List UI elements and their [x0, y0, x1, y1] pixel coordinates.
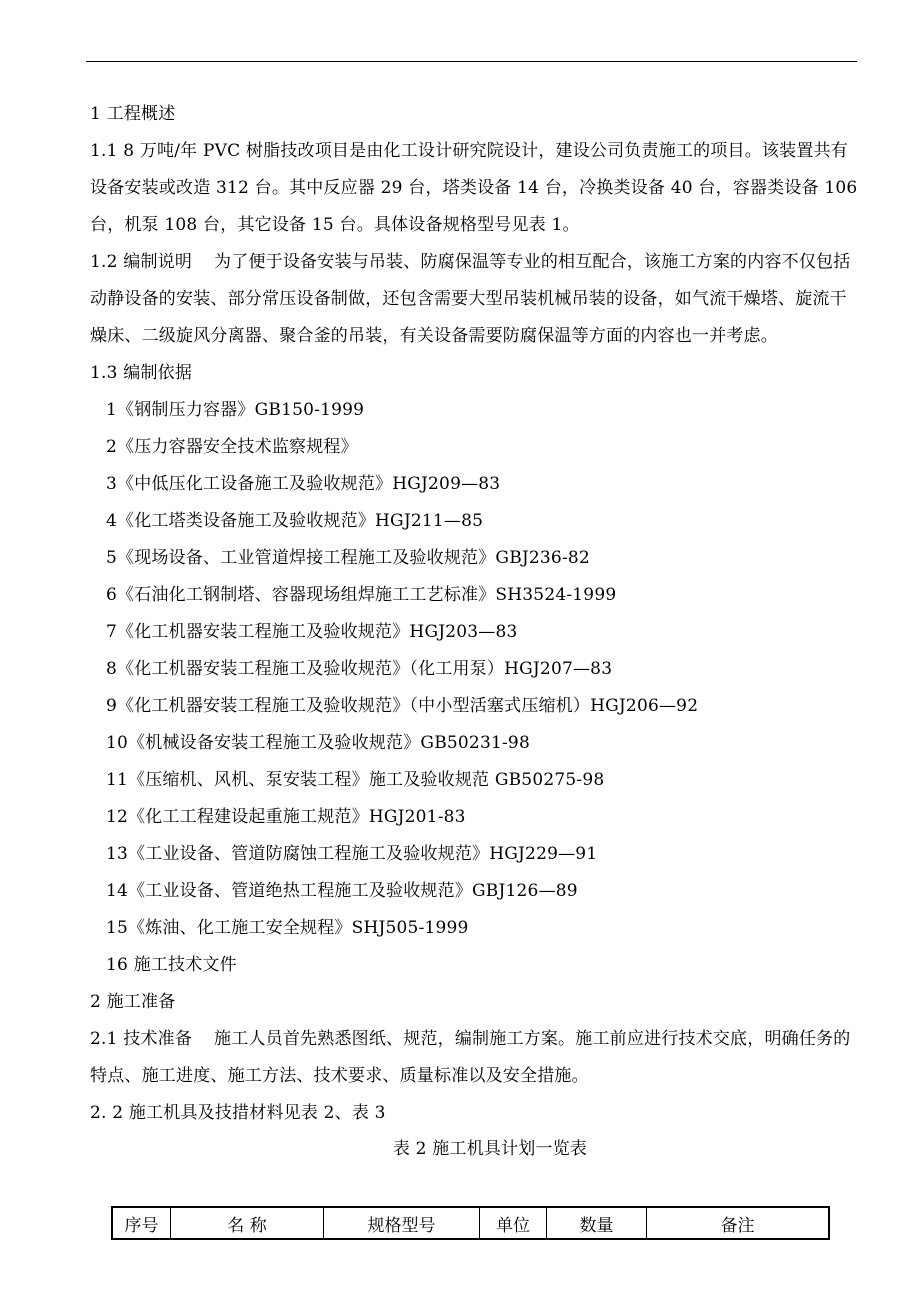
- column-header: 名 称: [171, 1207, 324, 1239]
- section-1-2-text: 为了便于设备安装与吊装、防腐保温等专业的相互配合，该施工方案的内容不仅包括动静设备的安装、部分常压设备制做，还包含需要大型吊装机械吊装的设备，如气流干燥塔、旋流干燥床、二级旋风分离器、聚合釜的吊装，有关设备需要防腐保温等方面的内容也一并考虑。: [90, 252, 851, 346]
- reference-item: 3《中低压化工设备施工及验收规范》HGJ209—83: [106, 474, 501, 494]
- reference-item: 14《工业设备、管道绝热工程施工及验收规范》GBJ126—89: [106, 881, 578, 901]
- column-header: 单位: [480, 1207, 547, 1239]
- section-2-1-text: 施工人员首先熟悉图纸、规范，编制施工方案。施工前应进行技术交底，明确任务的特点、施工进度、施工方法、技术要求、质量标准以及安全措施。: [90, 1029, 851, 1086]
- reference-item: 7《化工机器安装工程施工及验收规范》HGJ203—83: [106, 622, 518, 642]
- reference-item: 2《压力容器安全技术监察规程》: [106, 437, 358, 457]
- table-header-row: [112, 1207, 829, 1239]
- table-2: [111, 1206, 830, 1240]
- column-header: 数量: [547, 1207, 647, 1239]
- reference-item: 5《现场设备、工业管道焊接工程施工及验收规范》GBJ236-82: [106, 548, 590, 568]
- section-1-title: 1 工程概述: [90, 104, 176, 124]
- reference-item: 15《炼油、化工施工安全规程》SHJ505-1999: [106, 918, 469, 938]
- document-body: [90, 96, 862, 1166]
- section-1-3-title: 1.3 编制依据: [90, 363, 193, 383]
- section-2-2-paragraph: 2. 2 施工机具及技措材料见表 2、表 3: [90, 1103, 386, 1123]
- section-1-2-paragraph: [90, 244, 862, 355]
- reference-item: 6《石油化工钢制塔、容器现场组焊施工工艺标准》SH3524-1999: [106, 585, 617, 605]
- reference-item: 8《化工机器安装工程施工及验收规范》（化工用泵）HGJ207—83: [106, 659, 613, 679]
- reference-item: 10《机械设备安装工程施工及验收规范》GB50231-98: [106, 733, 530, 753]
- section-2-1-label: 2.1 技术准备: [90, 1029, 193, 1049]
- reference-item: 9《化工机器安装工程施工及验收规范》（中小型活塞式压缩机）HGJ206—92: [106, 696, 699, 716]
- section-2-title: 2 施工准备: [90, 992, 176, 1012]
- reference-item: 1《钢制压力容器》GB150-1999: [106, 400, 365, 420]
- reference-item: 12《化工工程建设起重施工规范》HGJ201-83: [106, 807, 466, 827]
- table-2-caption: 表 2 施工机具计划一览表: [392, 1139, 588, 1159]
- section-1-2-label: 1.2 编制说明: [90, 252, 193, 272]
- reference-item: 11《压缩机、风机、泵安装工程》施工及验收规范 GB50275-98: [106, 770, 605, 790]
- reference-item: 16 施工技术文件: [106, 955, 237, 975]
- column-header: 备注: [647, 1207, 830, 1239]
- reference-item: 4《化工塔类设备施工及验收规范》HGJ211—85: [106, 511, 484, 531]
- reference-list: [90, 392, 862, 984]
- column-header: 规格型号: [324, 1207, 480, 1239]
- reference-item: 13《工业设备、管道防腐蚀工程施工及验收规范》HGJ229—91: [106, 844, 598, 864]
- column-header: 序号: [112, 1207, 171, 1239]
- section-2-1-paragraph: [90, 1021, 862, 1095]
- header-rule: [86, 61, 857, 62]
- section-1-1-paragraph: 1.1 8 万吨/年 PVC 树脂技改项目是由化工设计研究院设计，建设公司负责施工的项目。该装置共有设备安装或改造 312 台。其中反应器 29 台，塔类设备 14 台，冷换类设备 40 台，容器类设备 106 台，机泵 108 台，其它设备 15 台。具体设备规格型号见表 1。: [90, 141, 858, 235]
